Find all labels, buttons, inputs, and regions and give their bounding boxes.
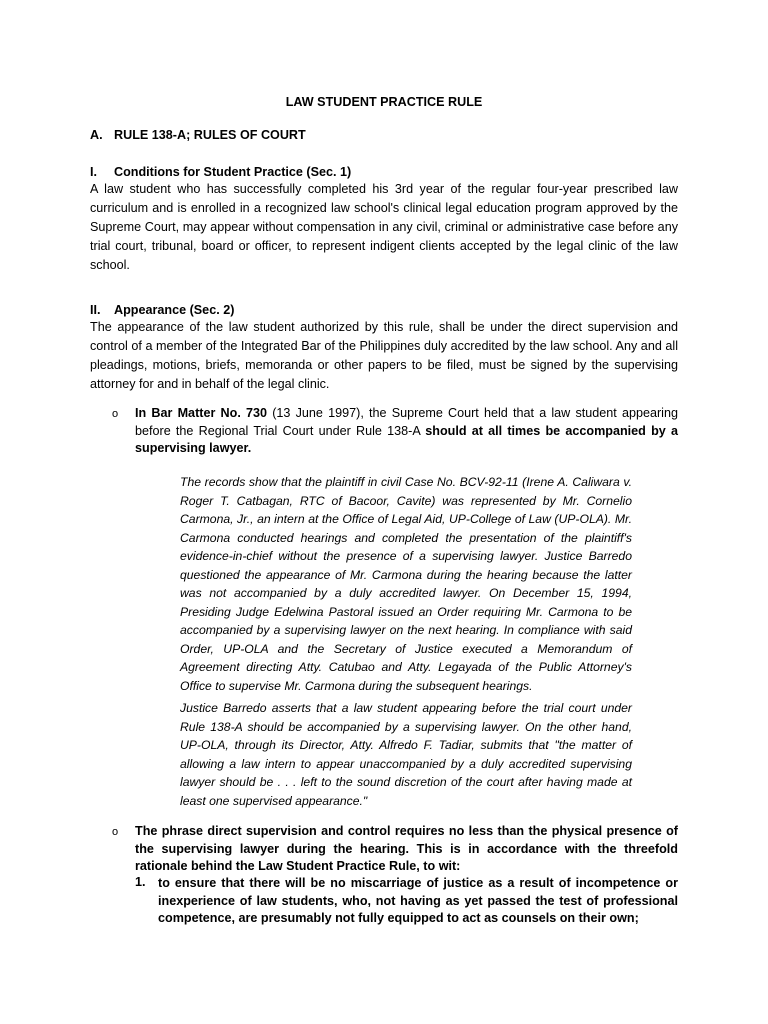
item-1-text: to ensure that there will be no miscarriage of justice as a result of incompetence or inexperience of law students, who, not having as yet passed the test of professional competence, are presumably not fully equipped to act as counsels on their own; — [158, 876, 678, 925]
section-1-heading — [90, 165, 351, 179]
document-title: LAW STUDENT PRACTICE RULE — [285, 95, 483, 109]
section-1-marker: I. — [90, 165, 97, 179]
quote-paragraph-1: The records show that the plaintiff in civil Case No. BCV-92-11 (Irene A. Caliwara v. Roger T. Catbagan, RTC of Bacoor, Cavite) was represented by Mr. Cornelio Carmona, Jr., an intern at the Office of Legal Aid, UP-College of Law (UP-OLA). Mr. Carmona conducted hearings and completed the presentation of the plaintiff's evidence-in-chief without the presence of a supervising lawyer. Justice Barredo questioned the appearance of Mr. Carmona during the hearing because the latter was not accompanied by a duly accredited lawyer. On December 15, 1994, Presiding Judge Edelwina Pastoral issued an Order requiring Mr. Carmona to be accompanied by a supervising lawyer on the next hearing. In compliance with said Order, UP-OLA and the Secretary of Justice executed a Memorandum of Agreement directing Atty. Catubao and Atty. Legayada of the Public Attorney's Office to supervise Mr. Carmona during the subsequent hearings. — [180, 475, 632, 693]
bullet-2-marker: o — [112, 826, 119, 838]
section-1-title: Conditions for Student Practice (Sec. 1) — [114, 165, 352, 179]
bullet-1-end: . — [247, 441, 252, 455]
section-2-body: The appearance of the law student authorized by this rule, shall be under the direct supervision and control of a member of the Integrated Bar of the Philippines duly accredited by the law school. Any and all pleadings, motions, briefs, memoranda or other papers to be filed, must be signed by the supervising attorney for and in behalf of the legal clinic. — [90, 320, 678, 391]
quote-paragraph-2: Justice Barredo asserts that a law student appearing before the trial court under Rule 138-A should be accompanied by a supervising lawyer. On the other hand, UP-OLA, through its Director, Atty. Alfredo F. Tadiar, submits that "the matter of allowing a law intern to appear unaccompanied by a duly accredited supervising lawyer should be . . . left to the sound discretion of the court after having made at least one supervised appearance." — [180, 701, 632, 808]
bullet-1-holding: should at all times be accompanied by a supervising lawyer — [135, 423, 678, 455]
section-2-heading — [90, 303, 234, 317]
bar-matter-ref: In Bar Matter No. 730 — [135, 406, 268, 420]
item-1-marker: 1. — [135, 875, 146, 889]
bullet-1-mid: (13 June 1997), the Supreme Court held that a law student appearing before the Regional Trial Court under Rule 138-A — [135, 406, 678, 438]
section-2-marker: II. — [90, 303, 101, 317]
bullet-1-marker: o — [112, 408, 119, 420]
section-a-label: RULE 138-A; RULES OF COURT — [114, 128, 306, 142]
bullet-2-text: The phrase direct supervision and control requires no less than the physical presence of the supervising lawyer during the hearing. This is in accordance with the threefold rationale behind the Law Student Practice Rule, to wit: — [135, 824, 678, 873]
section-2-title: Appearance (Sec. 2) — [114, 303, 235, 317]
bullet-1-text — [135, 405, 678, 458]
section-a-heading — [90, 128, 306, 142]
section-a-marker: A. — [90, 128, 103, 142]
section-1-body: A law student who has successfully completed his 3rd year of the regular four-year prescribed law curriculum and is enrolled in a recognized law school's clinical legal education program approved by the Supreme Court, may appear without compensation in any civil, criminal or administrative case before any trial court, tribunal, board or officer, to represent indigent clients accepted by the legal clinic of the law school. — [90, 182, 678, 272]
